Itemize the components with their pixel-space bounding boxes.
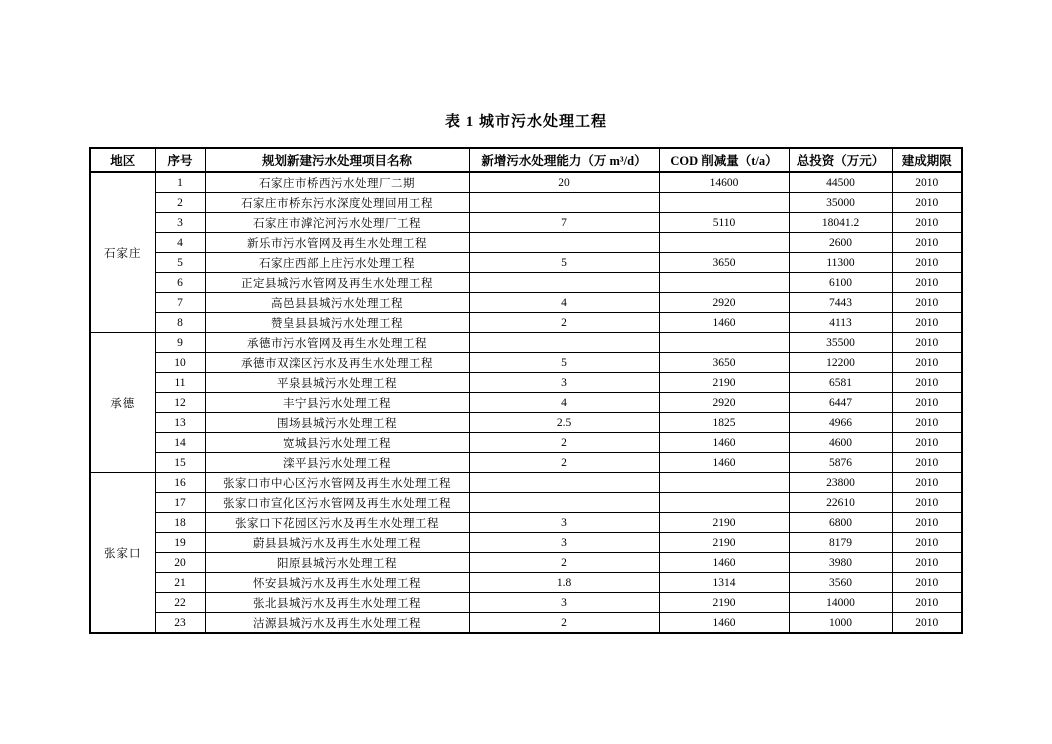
serial-cell: 17: [155, 493, 205, 513]
serial-cell: 11: [155, 373, 205, 393]
investment-cell: 11300: [789, 253, 892, 273]
serial-cell: 1: [155, 172, 205, 193]
project-name-cell: 丰宁县污水处理工程: [205, 393, 469, 413]
table-row: [90, 253, 962, 273]
table-row: [90, 172, 962, 193]
serial-cell: 21: [155, 573, 205, 593]
cod-reduction-cell: 1460: [659, 453, 789, 473]
cod-reduction-cell: 5110: [659, 213, 789, 233]
header-serial: 序号: [155, 148, 205, 172]
investment-cell: 35000: [789, 193, 892, 213]
investment-cell: 2600: [789, 233, 892, 253]
capacity-cell: 5: [469, 253, 659, 273]
deadline-cell: 2010: [892, 333, 962, 353]
cod-reduction-cell: 1460: [659, 613, 789, 634]
header-row: [90, 148, 962, 172]
table-row: [90, 413, 962, 433]
cod-reduction-cell: 1314: [659, 573, 789, 593]
capacity-cell: 2: [469, 613, 659, 634]
cod-reduction-cell: 1460: [659, 553, 789, 573]
deadline-cell: 2010: [892, 413, 962, 433]
deadline-cell: 2010: [892, 313, 962, 333]
investment-cell: 4600: [789, 433, 892, 453]
deadline-cell: 2010: [892, 393, 962, 413]
table-row: [90, 453, 962, 473]
deadline-cell: 2010: [892, 233, 962, 253]
table-row: [90, 573, 962, 593]
investment-cell: 5876: [789, 453, 892, 473]
serial-cell: 22: [155, 593, 205, 613]
investment-cell: 12200: [789, 353, 892, 373]
serial-cell: 19: [155, 533, 205, 553]
project-name-cell: 石家庄市桥西污水处理厂二期: [205, 172, 469, 193]
region-cell: 张家口: [90, 473, 155, 634]
project-name-cell: 正定县城污水管网及再生水处理工程: [205, 273, 469, 293]
capacity-cell: 2.5: [469, 413, 659, 433]
deadline-cell: 2010: [892, 473, 962, 493]
project-name-cell: 承德市污水管网及再生水处理工程: [205, 333, 469, 353]
table-row: [90, 293, 962, 313]
serial-cell: 20: [155, 553, 205, 573]
table-row: [90, 593, 962, 613]
project-name-cell: 承德市双滦区污水及再生水处理工程: [205, 353, 469, 373]
investment-cell: 6447: [789, 393, 892, 413]
cod-reduction-cell: 2190: [659, 513, 789, 533]
capacity-cell: 3: [469, 593, 659, 613]
investment-cell: 3560: [789, 573, 892, 593]
capacity-cell: 1.8: [469, 573, 659, 593]
capacity-cell: [469, 233, 659, 253]
table-row: [90, 493, 962, 513]
serial-cell: 14: [155, 433, 205, 453]
deadline-cell: 2010: [892, 353, 962, 373]
project-name-cell: 张家口下花园区污水及再生水处理工程: [205, 513, 469, 533]
capacity-cell: 2: [469, 313, 659, 333]
table-row: [90, 193, 962, 213]
capacity-cell: 7: [469, 213, 659, 233]
deadline-cell: 2010: [892, 193, 962, 213]
cod-reduction-cell: [659, 333, 789, 353]
deadline-cell: 2010: [892, 613, 962, 634]
cod-reduction-cell: 2920: [659, 393, 789, 413]
deadline-cell: 2010: [892, 213, 962, 233]
table-row: [90, 333, 962, 353]
table-row: [90, 513, 962, 533]
project-name-cell: 沽源县城污水及再生水处理工程: [205, 613, 469, 634]
investment-cell: 6100: [789, 273, 892, 293]
table-row: [90, 213, 962, 233]
project-name-cell: 张家口市中心区污水管网及再生水处理工程: [205, 473, 469, 493]
project-name-cell: 平泉县城污水处理工程: [205, 373, 469, 393]
project-name-cell: 阳原县城污水处理工程: [205, 553, 469, 573]
table-row: [90, 273, 962, 293]
cod-reduction-cell: 2920: [659, 293, 789, 313]
project-name-cell: 高邑县县城污水处理工程: [205, 293, 469, 313]
header-project-name: 规划新建污水处理项目名称: [205, 148, 469, 172]
cod-reduction-cell: [659, 273, 789, 293]
investment-cell: 14000: [789, 593, 892, 613]
capacity-cell: 3: [469, 513, 659, 533]
header-region: 地区: [90, 148, 155, 172]
deadline-cell: 2010: [892, 172, 962, 193]
project-name-cell: 宽城县污水处理工程: [205, 433, 469, 453]
cod-reduction-cell: 1460: [659, 433, 789, 453]
investment-cell: 35500: [789, 333, 892, 353]
region-cell: 石家庄: [90, 172, 155, 333]
cod-reduction-cell: [659, 233, 789, 253]
project-name-cell: 怀安县城污水及再生水处理工程: [205, 573, 469, 593]
project-name-cell: 石家庄西部上庄污水处理工程: [205, 253, 469, 273]
serial-cell: 6: [155, 273, 205, 293]
capacity-cell: 2: [469, 553, 659, 573]
serial-cell: 15: [155, 453, 205, 473]
deadline-cell: 2010: [892, 573, 962, 593]
investment-cell: 3980: [789, 553, 892, 573]
cod-reduction-cell: [659, 473, 789, 493]
capacity-cell: 4: [469, 293, 659, 313]
capacity-cell: [469, 193, 659, 213]
deadline-cell: 2010: [892, 253, 962, 273]
capacity-cell: 20: [469, 172, 659, 193]
investment-cell: 8179: [789, 533, 892, 553]
serial-cell: 18: [155, 513, 205, 533]
deadline-cell: 2010: [892, 373, 962, 393]
capacity-cell: 3: [469, 373, 659, 393]
table-row: [90, 353, 962, 373]
cod-reduction-cell: 3650: [659, 253, 789, 273]
header-cod-reduction: COD 削减量（t/a）: [659, 148, 789, 172]
table-row: [90, 433, 962, 453]
investment-cell: 7443: [789, 293, 892, 313]
deadline-cell: 2010: [892, 293, 962, 313]
serial-cell: 12: [155, 393, 205, 413]
deadline-cell: 2010: [892, 433, 962, 453]
cod-reduction-cell: 2190: [659, 533, 789, 553]
header-investment: 总投资（万元）: [789, 148, 892, 172]
cod-reduction-cell: [659, 493, 789, 513]
project-name-cell: 石家庄市滹沱河污水处理厂工程: [205, 213, 469, 233]
header-capacity: 新增污水处理能力（万 m³/d）: [469, 148, 659, 172]
serial-cell: 4: [155, 233, 205, 253]
region-cell: 承德: [90, 333, 155, 473]
capacity-cell: 4: [469, 393, 659, 413]
project-name-cell: 蔚县县城污水及再生水处理工程: [205, 533, 469, 553]
project-name-cell: 张家口市宣化区污水管网及再生水处理工程: [205, 493, 469, 513]
capacity-cell: 5: [469, 353, 659, 373]
capacity-cell: 3: [469, 533, 659, 553]
serial-cell: 7: [155, 293, 205, 313]
cod-reduction-cell: 1460: [659, 313, 789, 333]
investment-cell: 4966: [789, 413, 892, 433]
cod-reduction-cell: 14600: [659, 172, 789, 193]
serial-cell: 9: [155, 333, 205, 353]
capacity-cell: [469, 473, 659, 493]
table-title: 表 1 城市污水处理工程: [444, 114, 607, 130]
serial-cell: 5: [155, 253, 205, 273]
cod-reduction-cell: 1825: [659, 413, 789, 433]
project-name-cell: 赞皇县县城污水处理工程: [205, 313, 469, 333]
investment-cell: 4113: [789, 313, 892, 333]
table-row: [90, 553, 962, 573]
capacity-cell: [469, 493, 659, 513]
cod-reduction-cell: 2190: [659, 593, 789, 613]
deadline-cell: 2010: [892, 533, 962, 553]
serial-cell: 3: [155, 213, 205, 233]
deadline-cell: 2010: [892, 453, 962, 473]
table-row: [90, 233, 962, 253]
table-row: [90, 613, 962, 634]
sewage-projects-table: [89, 147, 963, 634]
cod-reduction-cell: [659, 193, 789, 213]
table-row: [90, 533, 962, 553]
table-row: [90, 393, 962, 413]
serial-cell: 13: [155, 413, 205, 433]
project-name-cell: 滦平县污水处理工程: [205, 453, 469, 473]
table-row: [90, 473, 962, 493]
deadline-cell: 2010: [892, 493, 962, 513]
project-name-cell: 新乐市污水管网及再生水处理工程: [205, 233, 469, 253]
serial-cell: 16: [155, 473, 205, 493]
serial-cell: 2: [155, 193, 205, 213]
table-row: [90, 373, 962, 393]
capacity-cell: 2: [469, 453, 659, 473]
project-name-cell: 围场县城污水处理工程: [205, 413, 469, 433]
project-name-cell: 石家庄市桥东污水深度处理回用工程: [205, 193, 469, 213]
investment-cell: 18041.2: [789, 213, 892, 233]
serial-cell: 8: [155, 313, 205, 333]
deadline-cell: 2010: [892, 513, 962, 533]
investment-cell: 6800: [789, 513, 892, 533]
investment-cell: 23800: [789, 473, 892, 493]
deadline-cell: 2010: [892, 553, 962, 573]
investment-cell: 44500: [789, 172, 892, 193]
serial-cell: 10: [155, 353, 205, 373]
investment-cell: 22610: [789, 493, 892, 513]
cod-reduction-cell: 2190: [659, 373, 789, 393]
cod-reduction-cell: 3650: [659, 353, 789, 373]
serial-cell: 23: [155, 613, 205, 634]
capacity-cell: [469, 333, 659, 353]
table-row: [90, 313, 962, 333]
deadline-cell: 2010: [892, 593, 962, 613]
investment-cell: 1000: [789, 613, 892, 634]
investment-cell: 6581: [789, 373, 892, 393]
deadline-cell: 2010: [892, 273, 962, 293]
capacity-cell: [469, 273, 659, 293]
project-name-cell: 张北县城污水及再生水处理工程: [205, 593, 469, 613]
header-deadline: 建成期限: [892, 148, 962, 172]
capacity-cell: 2: [469, 433, 659, 453]
